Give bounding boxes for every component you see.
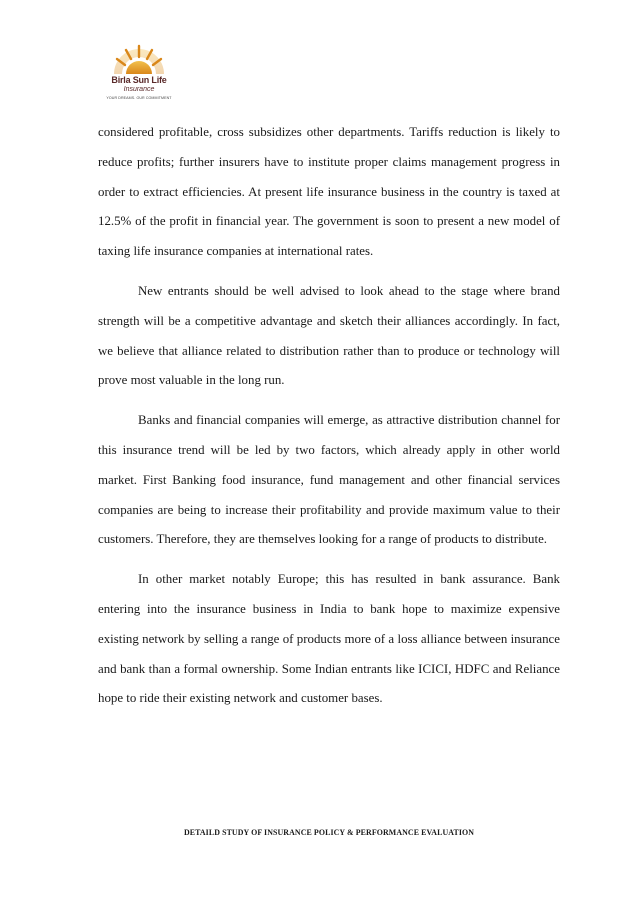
page-footer: DETAILD STUDY OF INSURANCE POLICY & PERFORMANCE EVALUATION: [183, 828, 475, 837]
logo-tagline: YOUR DREAMS. OUR COMMITMENT: [106, 96, 172, 100]
company-logo: [96, 40, 182, 106]
sun-logo-icon: [96, 40, 182, 76]
paragraph-3: Banks and financial companies will emerge, as attractive distribution channel for this insurance trend will be led by two factors, which already apply in other world market. First Banking food insurance, fund management and other financial services companies are being to increase their profitability and provide maximum value to their customers. Therefore, they are themselves looking for a range of products to distribute.: [98, 413, 560, 547]
logo-brand-text: Birla Sun Life: [111, 75, 167, 85]
paragraph-4: In other market notably Europe; this has resulted in bank assurance. Bank entering into the insurance business in India to bank hope to maximize expensive existing network by selling a range of products more of a loss alliance between insurance and bank than a formal ownership. Some Indian entrants like ICICI, HDFC and Reliance hope to ride their existing network and customer bases.: [98, 572, 560, 706]
paragraph-2: New entrants should be well advised to look ahead to the stage where brand strength will be a competitive advantage and sketch their alliances accordingly. In fact, we believe that alliance related to distribution rather than to produce or technology will prove most valuable in the long run.: [98, 283, 560, 388]
logo-product-text: Insurance: [123, 86, 155, 93]
paragraph-1: considered profitable, cross subsidizes other departments. Tariffs reduction is likely to reduce profits; further insurers have to institute proper claims management progress in order to extract efficiencies. At present life insurance business in the country is taxed at 12.5% of the profit in financial year. The government is soon to present a new model of taxing life insurance companies at international rates.: [98, 125, 560, 259]
page-body: [98, 118, 560, 714]
